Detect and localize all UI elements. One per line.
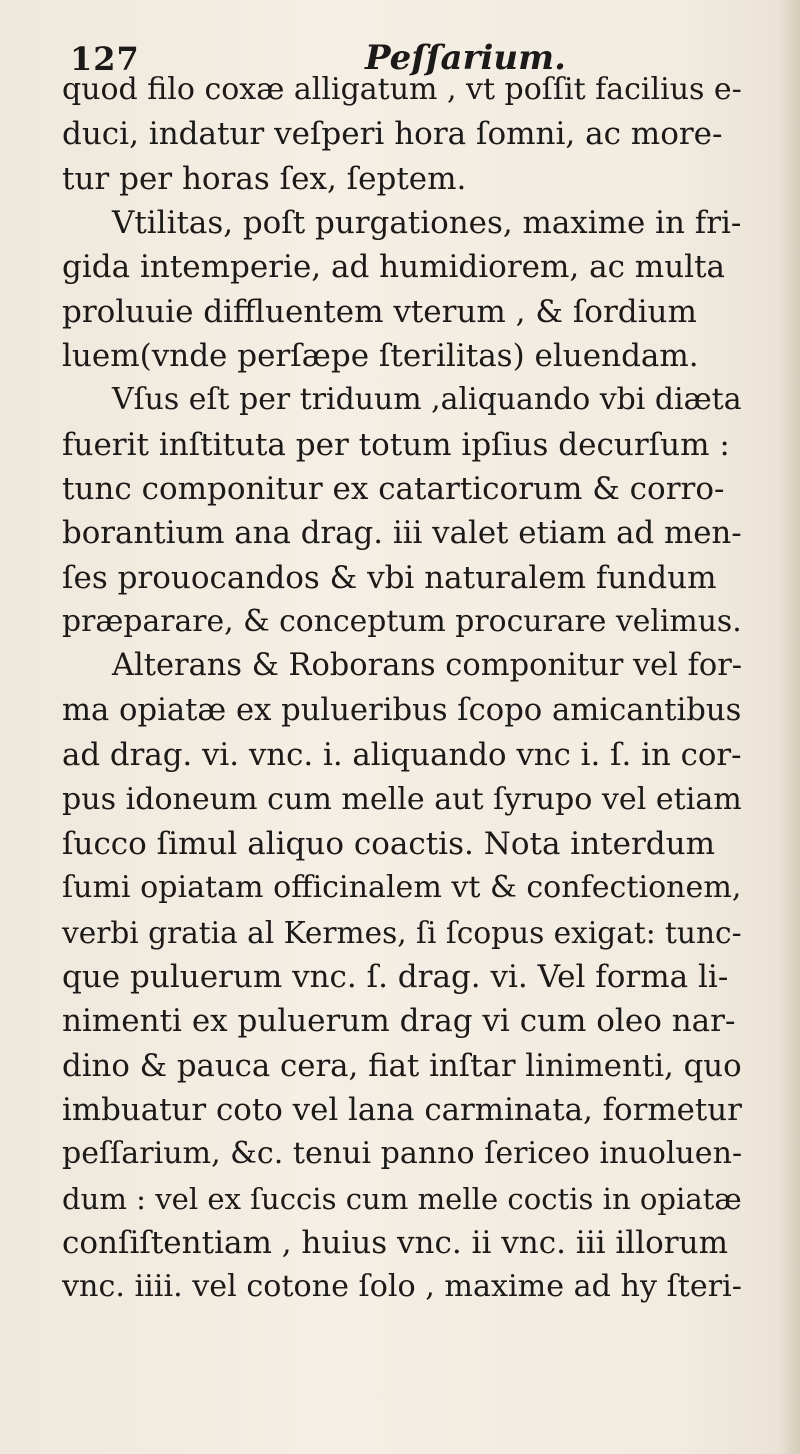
text-line: borantium ana drag. iii valet etiam ad men- [62, 515, 742, 552]
text-line: duci, indatur veſperi hora ſomni, ac more- [62, 116, 723, 153]
text-line: luem(vnde perſæpe ſterilitas) eluendam. [62, 338, 699, 375]
text-line: fuerit inſtituta per totum ipſius decurſum : [62, 426, 730, 463]
text-line: Vſus eſt per triduum ,aliquando vbi diæta [112, 382, 742, 418]
text-line: peſſarium, &c. tenui panno ſericeo inuoluen- [62, 1136, 743, 1172]
text-line: ad drag. vi. vnc. i. aliquando vnc i. ſ. in cor- [62, 737, 742, 774]
text-line: proluuie diffluentem vterum , & ſordium [62, 293, 697, 330]
text-line: vnc. iiii. vel cotone ſolo , maxime ad hy ſteri- [62, 1269, 742, 1305]
text-line: Alterans & Roborans componitur vel for- [112, 648, 743, 684]
text-line: dum : vel ex ſuccis cum melle coctis in opiatæ [62, 1181, 742, 1216]
text-line: conſiſtentiam , huius vnc. ii vnc. iii illorum [62, 1224, 728, 1261]
text-line: tunc componitur ex catarticorum & corro- [62, 471, 725, 508]
text-line: que puluerum vnc. ſ. drag. vi. Vel forma li- [62, 958, 729, 995]
text-line: ſucco ſimul aliquo coactis. Nota interdum [62, 825, 715, 862]
text-line: dino & pauca cera, fiat inſtar linimenti, quo [62, 1047, 742, 1084]
text-line: ſumi opiatam officinalem vt & confectionem, [62, 870, 742, 906]
page-number: 127 [70, 40, 140, 78]
text-line: pus idoneum cum melle aut ſyrupo vel etiam [62, 781, 742, 817]
page-edge-shadow [778, 0, 800, 1454]
text-line: tur per horas ſex, ſeptem. [62, 160, 467, 197]
running-title: Peſſarium. [365, 38, 566, 78]
text-line: Vtilitas, poſt purgationes, maxime in fri- [112, 205, 742, 242]
text-line: ſes prouocandos & vbi naturalem fundum [62, 559, 717, 596]
text-line: gida intemperie, ad humidiorem, ac multa [62, 249, 726, 286]
text-line: imbuatur coto vel lana carminata, formetur [62, 1091, 742, 1128]
text-line: præparare, & conceptum procurare velimus. [62, 604, 742, 640]
text-line: ma opiatæ ex pulueribus ſcopo amicantibus [62, 692, 742, 728]
text-line: verbi gratia al Kermes, ſi ſcopus exigat: tunc- [62, 915, 742, 950]
text-line: quod filo coxæ alligatum , vt poſſit facilius e- [62, 72, 742, 107]
body-text [62, 68, 742, 1310]
text-line: nimenti ex puluerum drag vi cum oleo nar- [62, 1003, 736, 1040]
